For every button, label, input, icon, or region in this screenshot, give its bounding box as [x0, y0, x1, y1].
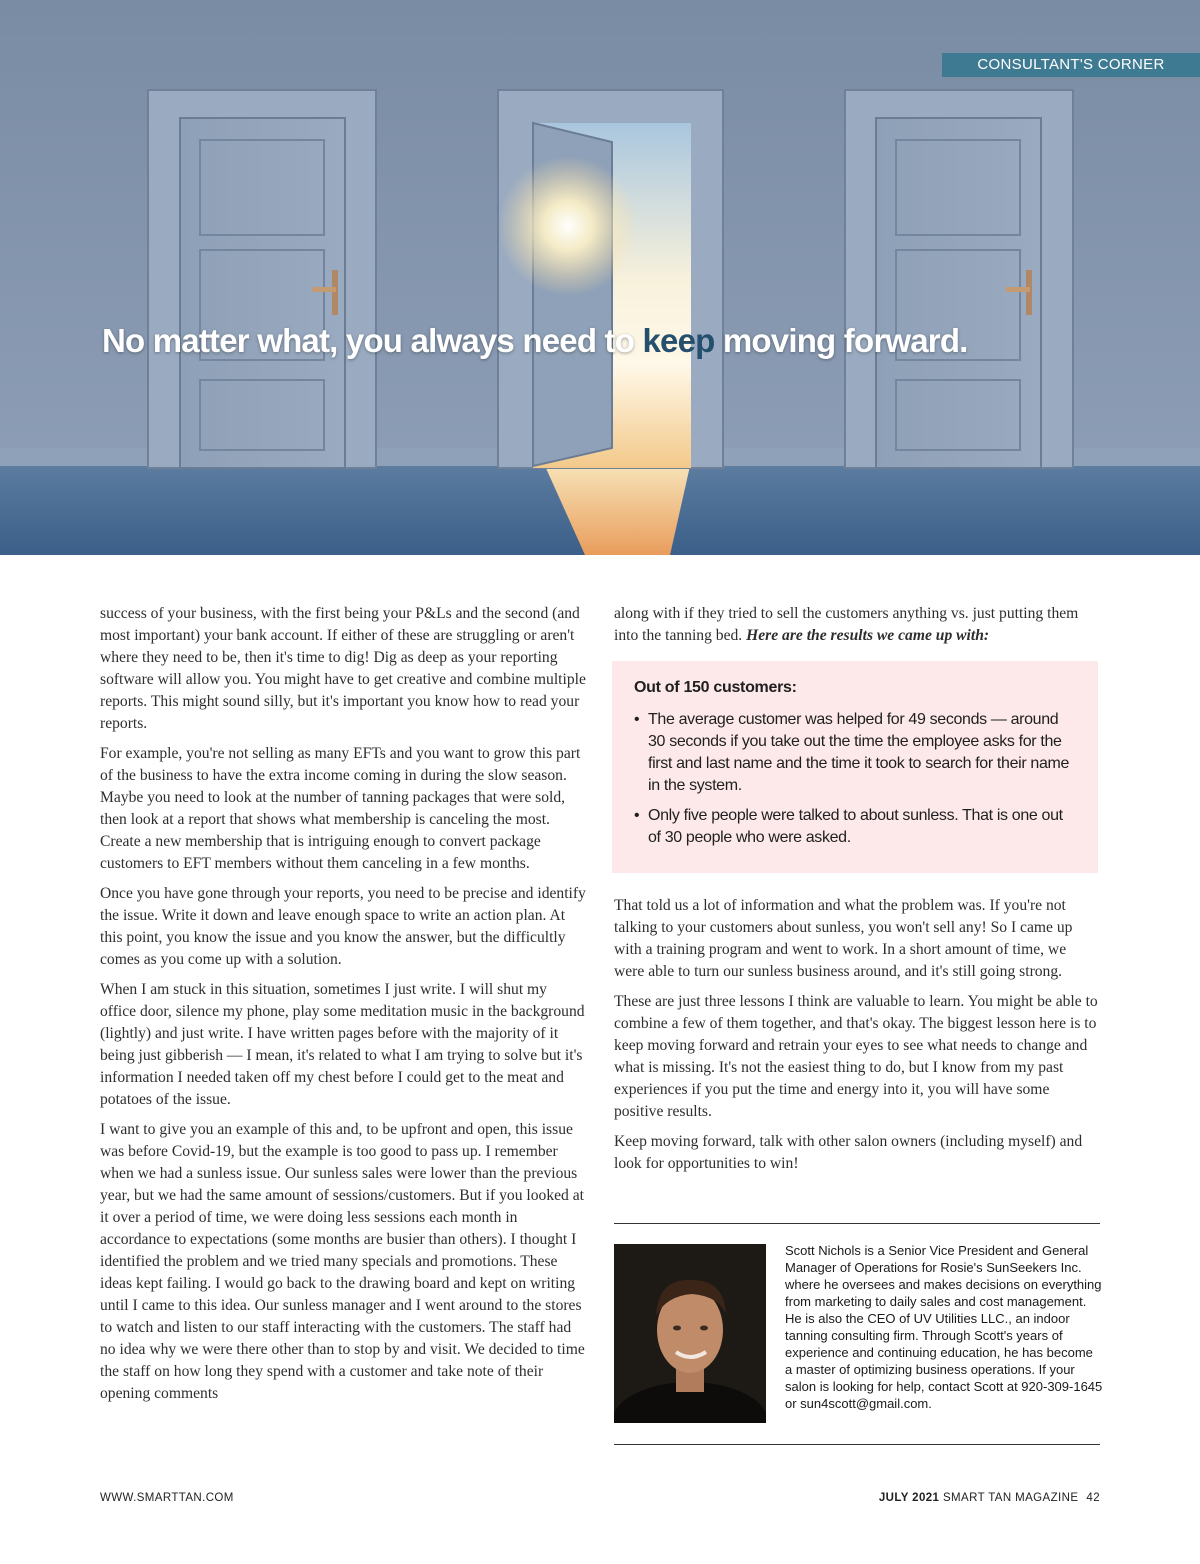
page-number: 42: [1086, 1492, 1100, 1504]
lead-emphasis: Here are the results we came up with:: [746, 627, 990, 644]
paragraph: For example, you're not selling as many EFTs and you want to grow this part of the business to have the extra income coming in during the slow season. Maybe you need to look at the number of tanning packages that were sold, then look at a report that shows what membership is canceling the most. Create a new membership that is intriguing enough to convert package customers to EFT members without them canceling in a few months.: [100, 745, 581, 872]
footer-website[interactable]: WWW.SMARTTAN.COM: [100, 1492, 234, 1504]
footer-issue: [879, 1492, 1100, 1504]
footer-issue-date: JULY 2021: [878, 1492, 940, 1504]
headline-part-1: No matter what, you always need to: [102, 322, 643, 359]
author-bio: Scott Nichols is a Senior Vice President and General Manager of Operations for Rosie's SunSeekers Inc. where he oversees and makes decisions on everything from marketing to daily sales and cost management. He is also the CEO of UV Utilities LLC., an indoor tanning consulting firm. Through Scott's years of experience and continuing education, he has become a master of optimizing business operations. If your salon is looking for help, contact Scott at 920-309-1645 or sun4scott@gmail.com.: [785, 1243, 1103, 1411]
paragraph: These are just three lessons I think are valuable to learn. You might be able to combine a few of them together, and that's okay. The biggest lesson here is to keep moving forward and retrain your eyes to see what needs to change and what is missing. It's not the easiest thing to do, but I know from my past experiences if you put the time and energy into it, you will have some positive results.: [614, 993, 1098, 1120]
author-photo: [614, 1244, 766, 1423]
callout-list: [634, 709, 1076, 849]
headline-part-2: moving forward.: [714, 322, 968, 359]
callout-title: Out of 150 customers:: [634, 679, 797, 696]
paragraph: I want to give you an example of this and, to be upfront and open, this issue was before Covid-19, but the example is too good to pass up. I remember when we had a sunless issue. Our sunless sales were lower than the previous year, but we had the same amount of sessions/customers. But if you looked at it over a period of time, we were doing less sessions each month in accordance to expectations (some months are busier than others). I thought I identified the problem and we tried many specials and promotions. These ideas kept failing. I would go back to the drawing board and kept on writing until I came to this idea. Our sunless manager and I went around to the stores to watch and listen to our staff interacting with the customers. The staff had no idea why we were there other than to stop by and visit. We decided to time the staff on how long they spend with a customer and take note of their opening comments: [100, 1121, 585, 1402]
headline-accent: keep: [642, 322, 715, 359]
paragraph: Keep moving forward, talk with other salon owners (including myself) and look for opportunities to win!: [614, 1133, 1083, 1172]
lead-text: along with if they tried to sell the customers anything vs. just putting them into the tanning bed.: [614, 605, 1079, 644]
results-callout: [612, 661, 1098, 873]
paragraph: That told us a lot of information and what the problem was. If you're not talking to your customers about sunless, you won't sell any! So I came up with a training program and went to work. In a short amount of time, we were able to turn our sunless business around, and it's still going strong.: [614, 897, 1073, 980]
headline: [102, 322, 968, 360]
paragraph: Once you have gone through your reports, you need to be precise and identify the issue. Write it down and leave enough space to write an action plan. At this point, you know the issue and you know the answer, but the difficultly comes as you come up with a solution.: [100, 885, 586, 968]
footer-magazine-name: SMART TAN MAGAZINE: [942, 1492, 1079, 1504]
hero-image: [0, 0, 1200, 555]
left-column: [100, 603, 586, 1413]
lead-paragraph: [614, 603, 1100, 647]
callout-bullet: • Only five people were talked to about sunless. That is one out of 30 people who were asked.: [634, 805, 1076, 849]
doors-illustration: [0, 0, 1200, 555]
paragraph: When I am stuck in this situation, sometimes I just write. I will shut my office door, silence my phone, play some meditation music in the background (lightly) and just write. I have written pages before with the majority of it being just gibberish — I mean, it's related to what I am trying to solve but it's information I needed taken off my chest before I could get to the meat and potatoes of the issue.: [100, 981, 585, 1108]
right-column: [614, 603, 1100, 1183]
callout-bullet: • The average customer was helped for 49 seconds — around 30 seconds if you take out the time the employee asks for the first and last name and the time it took to search for their name in the system.: [634, 709, 1076, 797]
section-tab: CONSULTANT'S CORNER: [942, 53, 1200, 77]
bio-top-rule: [614, 1223, 1100, 1224]
bio-bottom-rule: [614, 1444, 1100, 1445]
paragraph: success of your business, with the first being your P&Ls and the second (and most important) your bank account. If either of these are struggling or aren't where they need to be, then it's time to dig! Dig as deep as your reporting software will allow you. You might have to get creative and combine multiple reports. This might sound silly, but it's important you know how to read your reports.: [100, 605, 586, 732]
author-portrait: [614, 1244, 766, 1423]
